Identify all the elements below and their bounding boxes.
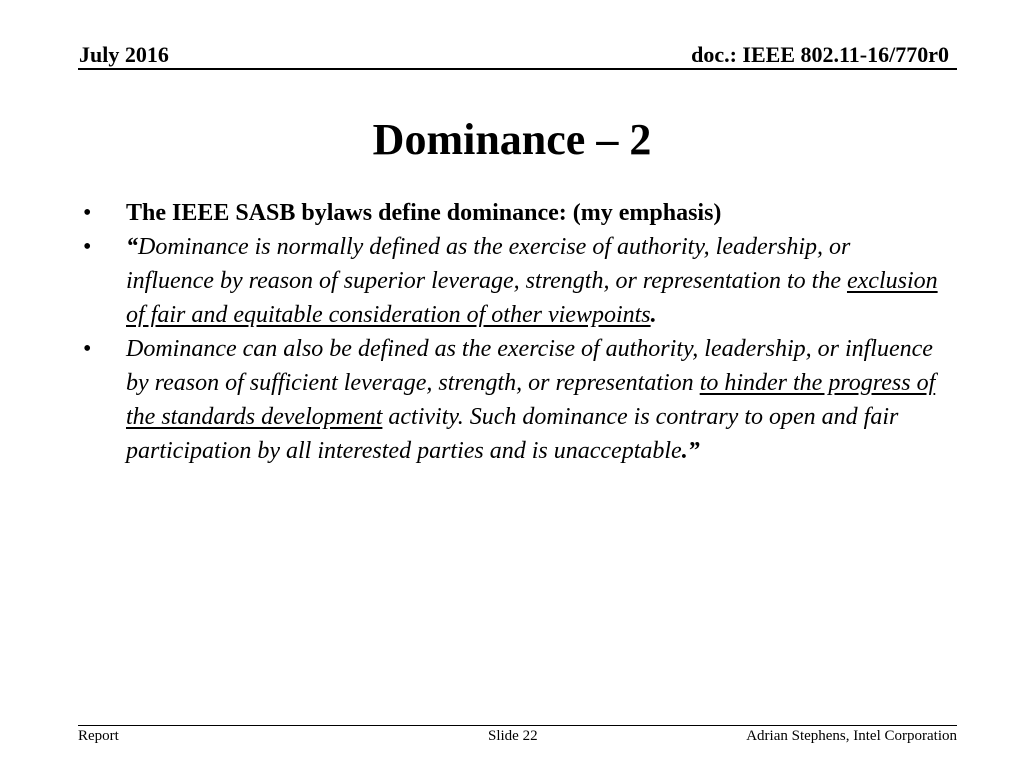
emphasis-text: to hinder the progress of the standards development (126, 370, 936, 430)
bullet-text: The IEEE SASB bylaws define dominance: (my emphasis) (126, 200, 722, 226)
bullet-text: Dominance can also be defined as the exercise of authority, leadership, or influence by reason of sufficient leverage, strength, or representation (126, 336, 933, 396)
bullet-marker: • (83, 234, 92, 260)
header-doc-id: doc.: IEEE 802.11-16/770r0 (691, 42, 949, 67)
bullet-text-continued: activity. Such dominance is contrary to open and fair participation by all interested parties and is unacceptable (126, 404, 899, 464)
bullet-text: Dominance is normally defined as the exercise of authority, leadership, or influence by reason of superior leverage, strength, or representation to the (126, 234, 851, 294)
slide-number: Slide 22 (488, 728, 538, 744)
open-quote: “ (126, 234, 138, 260)
bullet-end-punct: . (650, 302, 657, 328)
header-date: July 2016 (79, 42, 169, 67)
slide-body (83, 196, 943, 468)
emphasis-text: exclusion of fair and equitable consideration of other viewpoints (126, 268, 938, 328)
bullet-marker: • (83, 336, 92, 362)
footer-left-text: Report (78, 728, 119, 744)
bullet-item-1 (83, 196, 943, 230)
slide-header (78, 38, 957, 70)
bullet-marker: • (83, 200, 92, 226)
slide-title: Dominance – 2 (372, 115, 652, 164)
close-quote: .” (681, 438, 700, 464)
bullet-item-2 (83, 230, 943, 332)
bullet-item-3 (83, 332, 943, 468)
footer-author: Adrian Stephens, Intel Corporation (746, 728, 957, 744)
footer-divider (78, 725, 957, 726)
